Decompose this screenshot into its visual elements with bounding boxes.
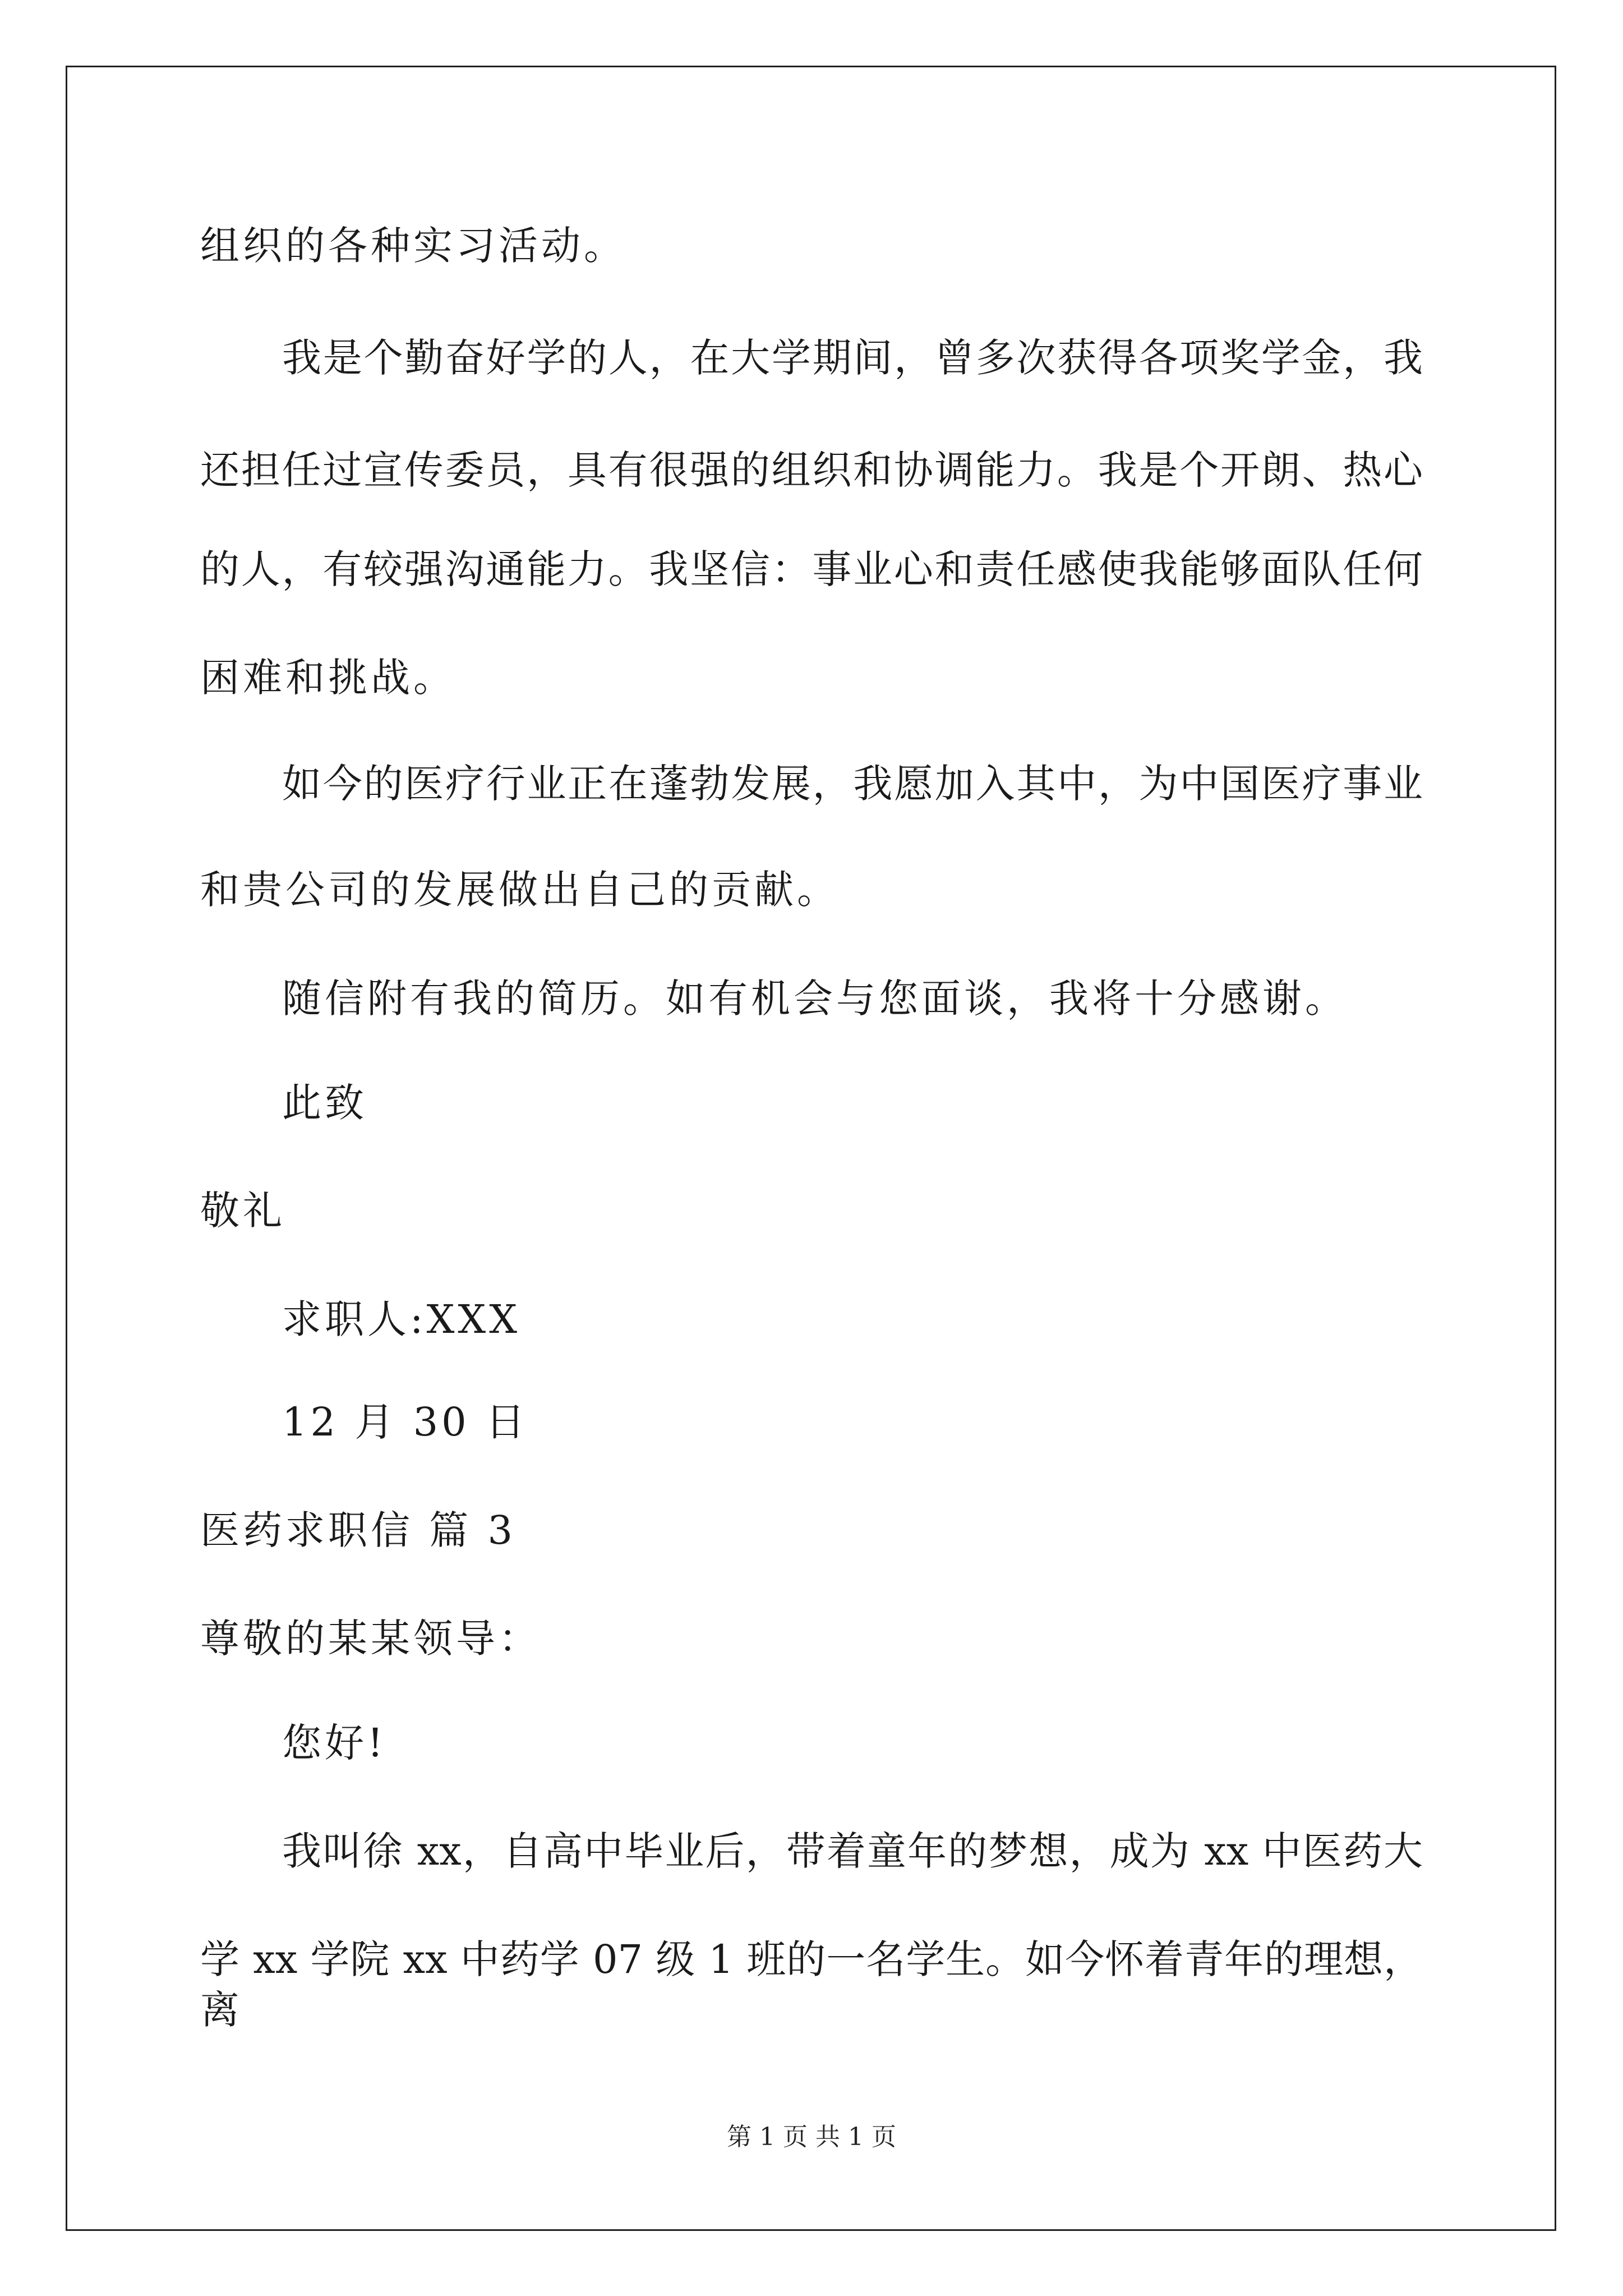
section-heading: 医药求职信 篇 3 (200, 1507, 517, 1553)
text-line-5: 困难和挑战。 (200, 655, 456, 701)
text-line-8: 随信附有我的简历。如有机会与您面谈，我将十分感谢。 (282, 976, 1348, 1022)
text-line-17: 学 xx 学院 xx 中药学 07 级 1 班的一名学生。如今怀着青年的理想，离 (200, 1936, 1423, 2033)
text-line-4: 的人，有较强沟通能力。我坚信：事业心和责任感使我能够面队任何 (200, 546, 1423, 592)
page-footer: 第 1 页 共 1 页 (727, 2123, 896, 2151)
text-line-1: 组织的各种实习活动。 (200, 223, 626, 269)
closing-regards: 敬礼 (200, 1188, 285, 1234)
letter-date: 12 月 30 日 (282, 1399, 528, 1445)
page-border (66, 66, 1556, 2231)
greeting-recipient: 尊敬的某某领导： (200, 1616, 541, 1662)
text-line-2: 我是个勤奋好学的人，在大学期间，曾多次获得各项奖学金，我 (282, 335, 1423, 381)
closing-salutation: 此致 (282, 1080, 367, 1126)
greeting-hello: 您好! (282, 1720, 387, 1766)
text-line-6: 如今的医疗行业正在蓬勃发展，我愿加入其中，为中国医疗事业 (282, 761, 1423, 807)
text-line-16: 我叫徐 xx，自高中毕业后，带着童年的梦想，成为 xx 中医药大 (282, 1828, 1423, 1874)
applicant-signature: 求职人:XXX (282, 1296, 521, 1342)
text-line-7: 和贵公司的发展做出自己的贡献。 (200, 867, 840, 913)
text-line-3: 还担任过宣传委员，具有很强的组织和协调能力。我是个开朗、热心 (200, 447, 1423, 493)
